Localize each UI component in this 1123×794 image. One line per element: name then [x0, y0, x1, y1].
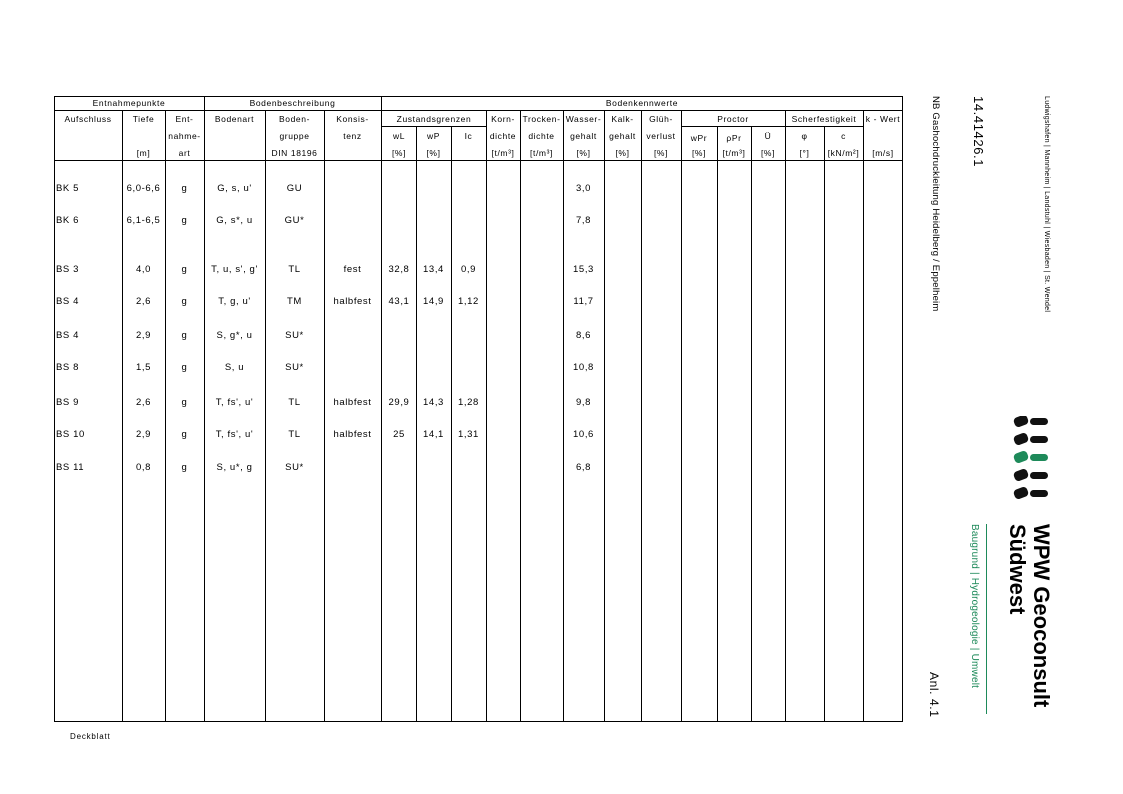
cell-tiefe: 6,1-6,5 — [126, 215, 161, 226]
proctor-divider — [681, 126, 785, 127]
cell-wasser: 15,3 — [573, 264, 594, 275]
col-header-kalk-3: [%] — [615, 148, 630, 158]
cell-bodenart: T, u, s', g' — [211, 264, 258, 275]
cell-gruppe: TL — [288, 264, 301, 275]
col-header-trocken-1: Trocken- — [522, 114, 561, 124]
cell-tiefe: 2,6 — [135, 296, 151, 307]
cell-ic: 1,31 — [458, 429, 479, 440]
cell-gruppe: SU* — [285, 330, 304, 341]
col-header-ppr-unit: [t/m³] — [722, 148, 746, 158]
cell-aufschluss: BS 8 — [56, 362, 79, 373]
project-number: 14.41426.1 — [971, 96, 986, 168]
cell-konsistenz: halbfest — [333, 296, 372, 307]
cell-bodenart: G, s*, u — [216, 215, 253, 226]
company-tagline: Baugrund | Hydrogeologie | Umwelt — [969, 524, 980, 689]
cell-entnahme: g — [181, 330, 188, 341]
col-header-tiefe: Tiefe — [132, 114, 155, 124]
col-header-c-unit: [kN/m²] — [827, 148, 860, 158]
wpw-logo-icon — [1010, 416, 1050, 508]
cell-wl: 25 — [393, 429, 405, 440]
col-header-trocken-3: [t/m³] — [530, 148, 553, 158]
col-header-wp-unit: [%] — [426, 148, 441, 158]
cell-bodenart: S, g*, u — [216, 330, 253, 341]
col-line — [604, 110, 605, 722]
cell-gruppe: TM — [287, 296, 302, 307]
col-header-kalk-1: Kalk- — [611, 114, 634, 124]
cell-aufschluss: BK 5 — [56, 183, 79, 194]
cell-konsistenz: fest — [343, 264, 362, 275]
cell-wl: 29,9 — [388, 397, 410, 408]
cell-tiefe: 6,0-6,6 — [126, 183, 161, 194]
col-line — [381, 96, 382, 722]
cell-bodenart: S, u — [224, 362, 245, 373]
col-header-wpr: wPr — [690, 133, 708, 143]
col-line — [165, 110, 166, 722]
cell-tiefe: 4,0 — [135, 264, 151, 275]
col-line — [751, 126, 752, 722]
cell-entnahme: g — [181, 462, 188, 473]
cell-wl: 43,1 — [388, 296, 410, 307]
col-header-konsistenz-1: Konsis- — [336, 114, 369, 124]
col-header-phi: φ — [801, 131, 808, 141]
col-header-kwert-unit: [m/s] — [872, 148, 894, 158]
project-title: NB Gashochdruckleitung Heidelberg / Eppelheim — [930, 96, 941, 312]
cell-gruppe: SU* — [285, 462, 304, 473]
cell-aufschluss: BS 4 — [56, 330, 79, 341]
col-header-ue: Ü — [764, 131, 772, 141]
cell-bodenart: G, s, u' — [217, 183, 252, 194]
col-header-konsistenz-2: tenz — [343, 131, 362, 141]
cell-wasser: 9,8 — [575, 397, 591, 408]
col-line — [824, 126, 825, 722]
col-line — [324, 110, 325, 722]
cell-gruppe: GU* — [284, 215, 305, 226]
col-line — [451, 126, 452, 722]
col-line — [416, 126, 417, 722]
col-header-kalk-2: gehalt — [609, 131, 636, 141]
col-header-gruppe-2: gruppe — [279, 131, 310, 141]
col-line — [520, 110, 521, 722]
cell-aufschluss: BS 9 — [56, 397, 79, 408]
group-header-entnahme: Entnahmepunkte — [92, 98, 166, 108]
col-header-gruppe-1: Boden- — [278, 114, 310, 124]
col-header-tiefe-unit: [m] — [136, 148, 151, 158]
cell-ic: 1,12 — [458, 296, 479, 307]
cell-bodenart: T, fs', u' — [215, 397, 254, 408]
group-header-kennwerte: Bodenkennwerte — [605, 98, 679, 108]
tagline-divider — [986, 524, 987, 714]
cell-konsistenz: halbfest — [333, 429, 372, 440]
cell-entnahme: g — [181, 183, 188, 194]
cell-entnahme: g — [181, 397, 188, 408]
col-header-entnahme-1: Ent- — [175, 114, 194, 124]
company-name: WPW Geoconsult — [1029, 524, 1054, 708]
cell-aufschluss: BS 10 — [56, 429, 85, 440]
group-header-boden: Bodenbeschreibung — [249, 98, 336, 108]
col-line — [486, 110, 487, 722]
locations-line: Ludwigshafen | Mannheim | Landstuhl | Wiesbaden | St. Wendel — [1043, 96, 1050, 313]
cell-wp: 14,9 — [423, 296, 444, 307]
col-header-korn-1: Korn- — [491, 114, 515, 124]
cell-gruppe: GU — [286, 183, 303, 194]
col-header-c: c — [841, 131, 846, 141]
col-line — [785, 110, 786, 722]
cell-gruppe: TL — [288, 397, 301, 408]
zustand-divider — [382, 126, 486, 127]
cell-aufschluss: BK 6 — [56, 215, 79, 226]
col-header-glueh-1: Glüh- — [649, 114, 673, 124]
col-header-zustandsgrenzen: Zustandsgrenzen — [396, 114, 472, 124]
col-line — [122, 110, 123, 722]
col-line — [681, 110, 682, 722]
cell-wl: 32,8 — [388, 264, 410, 275]
col-header-kwert: k - Wert — [865, 114, 901, 124]
col-header-gruppe-3: DIN 18196 — [271, 148, 318, 158]
cell-entnahme: g — [181, 264, 188, 275]
col-header-ppr: ρPr — [726, 133, 742, 143]
cell-tiefe: 0,8 — [135, 462, 151, 473]
col-line — [641, 110, 642, 722]
cell-aufschluss: BS 4 — [56, 296, 79, 307]
cell-wasser: 10,6 — [573, 429, 594, 440]
col-line — [863, 110, 864, 722]
col-header-bodenart: Bodenart — [214, 114, 255, 124]
cell-wp: 14,3 — [423, 397, 444, 408]
col-line — [265, 110, 266, 722]
col-header-phi-unit: [°] — [799, 148, 810, 158]
cell-tiefe: 2,9 — [135, 429, 151, 440]
col-line — [717, 126, 718, 722]
cell-entnahme: g — [181, 215, 188, 226]
col-header-wl-unit: [%] — [391, 148, 407, 158]
col-header-wasser-1: Wasser- — [565, 114, 602, 124]
company-name-2: Südwest — [1005, 524, 1030, 615]
cell-wasser: 10,8 — [573, 362, 594, 373]
cell-aufschluss: BS 11 — [56, 462, 85, 473]
col-header-aufschluss: Aufschluss — [64, 114, 112, 124]
header-divider-1 — [54, 110, 903, 111]
cell-gruppe: SU* — [285, 362, 304, 373]
cell-wp: 14,1 — [423, 429, 444, 440]
cell-ic: 0,9 — [460, 264, 476, 275]
cell-ic: 1,28 — [458, 397, 479, 408]
cell-wasser: 7,8 — [575, 215, 591, 226]
cell-wasser: 3,0 — [575, 183, 591, 194]
header-divider-2 — [54, 160, 903, 161]
annex-label: Anl. 4.1 — [927, 672, 941, 718]
col-header-wasser-3: [%] — [576, 148, 591, 158]
cell-tiefe: 2,6 — [135, 397, 151, 408]
col-header-entnahme-2: nahme- — [168, 131, 201, 141]
cell-tiefe: 1,5 — [135, 362, 151, 373]
col-header-glueh-3: [%] — [653, 148, 669, 158]
col-line — [563, 110, 564, 722]
cell-aufschluss: BS 3 — [56, 264, 79, 275]
cell-wasser: 8,6 — [575, 330, 591, 341]
col-header-scherfestigkeit: Scherfestigkeit — [791, 114, 857, 124]
col-header-wpr-unit: [%] — [691, 148, 707, 158]
footer-label: Deckblatt — [70, 732, 111, 741]
cell-entnahme: g — [181, 429, 188, 440]
col-header-korn-2: dichte — [489, 131, 517, 141]
cell-wasser: 11,7 — [573, 296, 594, 307]
cell-bodenart: T, g, u' — [218, 296, 251, 307]
cell-bodenart: T, fs', u' — [215, 429, 254, 440]
col-header-entnahme-3: art — [178, 148, 191, 158]
col-header-proctor: Proctor — [717, 114, 749, 124]
cell-gruppe: TL — [288, 429, 301, 440]
cell-wp: 13,4 — [423, 264, 444, 275]
col-header-trocken-2: dichte — [528, 131, 555, 141]
cell-bodenart: S, u*, g — [216, 462, 253, 473]
col-header-ue-unit: [%] — [760, 148, 776, 158]
cell-entnahme: g — [181, 362, 188, 373]
col-header-wasser-2: gehalt — [570, 131, 597, 141]
cell-entnahme: g — [181, 296, 188, 307]
col-header-glueh-2: verlust — [646, 131, 676, 141]
col-header-korn-3: [t/m³] — [491, 148, 515, 158]
col-header-wl: wL — [392, 131, 406, 141]
col-header-ic: Ic — [464, 131, 473, 141]
cell-konsistenz: halbfest — [333, 397, 372, 408]
cell-tiefe: 2,9 — [135, 330, 151, 341]
col-header-wp: wP — [426, 131, 440, 141]
cell-wasser: 6,8 — [575, 462, 591, 473]
